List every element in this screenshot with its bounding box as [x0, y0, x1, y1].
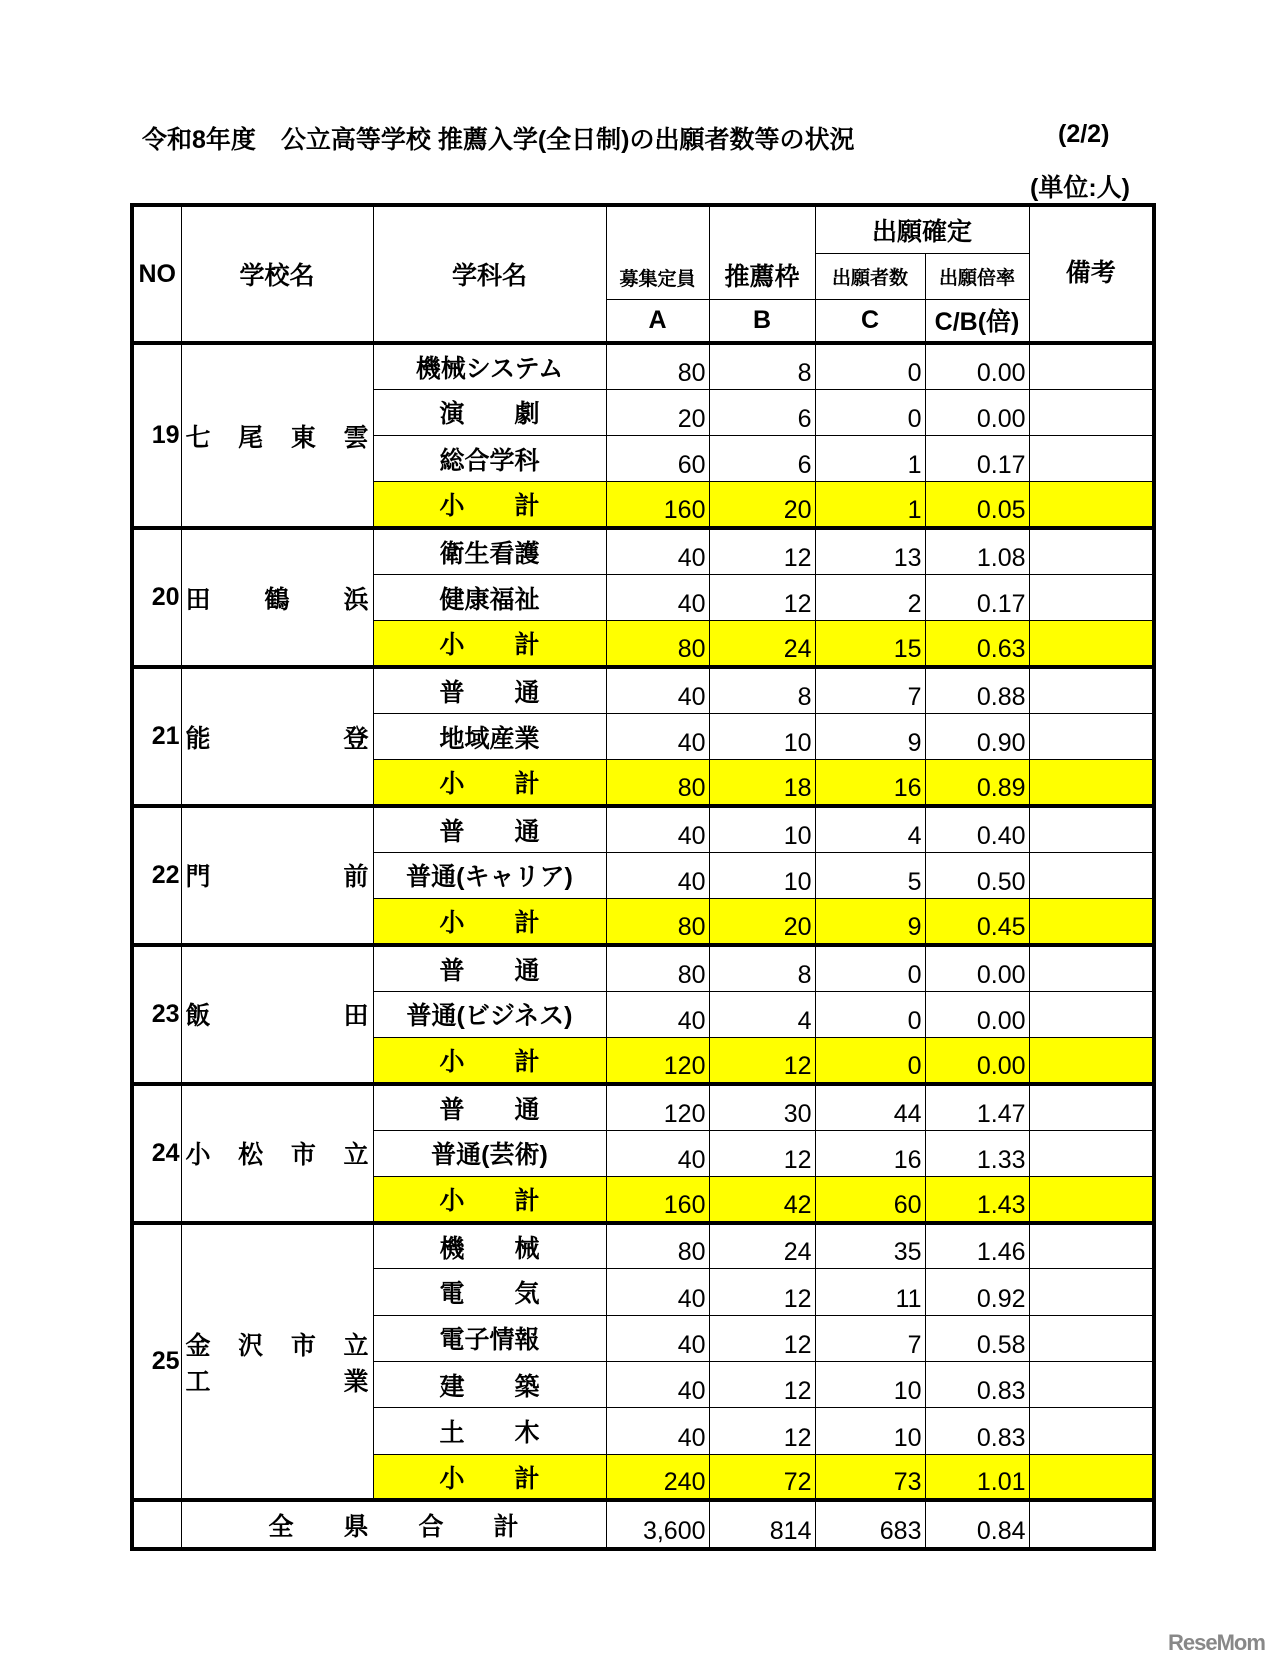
table-row [132, 945, 1154, 991]
applicants-value: 73 [815, 1454, 925, 1500]
ratio-value: 1.43 [925, 1176, 1029, 1222]
school-name [181, 667, 373, 806]
school-name-line: 工業 [185, 1367, 369, 1396]
total-quota-value: 814 [709, 1500, 815, 1549]
ratio-value: 1.01 [925, 1454, 1029, 1500]
applicants-value: 11 [815, 1269, 925, 1315]
quota-value: 42 [709, 1176, 815, 1222]
header-capacity-key: A [606, 299, 709, 343]
table-body [132, 343, 1154, 1549]
school-name [181, 1084, 373, 1223]
total-label: 全 県 合 計 [181, 1500, 606, 1549]
school-number: 24 [132, 1084, 181, 1223]
capacity-value: 40 [606, 1315, 709, 1361]
applicants-value: 2 [815, 574, 925, 620]
total-capacity-value: 3,600 [606, 1500, 709, 1549]
subtotal-label: 小 計 [373, 760, 606, 806]
capacity-value: 40 [606, 1130, 709, 1176]
capacity-value: 40 [606, 1408, 709, 1454]
total-ratio-value: 0.84 [925, 1500, 1029, 1549]
total-applicants-value: 683 [815, 1500, 925, 1549]
ratio-value: 0.17 [925, 574, 1029, 620]
applicants-value: 35 [815, 1223, 925, 1269]
school-name-line: 飯田 [185, 1002, 369, 1031]
subtotal-label: 小 計 [373, 1454, 606, 1500]
ratio-value: 0.83 [925, 1408, 1029, 1454]
school-number: 19 [132, 343, 181, 528]
ratio-value: 0.90 [925, 713, 1029, 759]
school-name [181, 528, 373, 667]
remarks-cell [1029, 1037, 1154, 1083]
applicants-value: 44 [815, 1084, 925, 1130]
header-quota: 推薦枠 [709, 205, 815, 299]
capacity-value: 80 [606, 621, 709, 667]
school-name [181, 1223, 373, 1501]
remarks-cell [1029, 574, 1154, 620]
applicants-value: 0 [815, 389, 925, 435]
quota-value: 10 [709, 852, 815, 898]
header-capacity: 募集定員 [606, 205, 709, 299]
page-indicator: (2/2) [1058, 120, 1110, 148]
dept-name: 健康福祉 [373, 574, 606, 620]
quota-value: 24 [709, 1223, 815, 1269]
dept-name: 普通(ビジネス) [373, 991, 606, 1037]
dept-name: 演 劇 [373, 389, 606, 435]
applicants-value: 10 [815, 1362, 925, 1408]
capacity-value: 80 [606, 343, 709, 389]
table-row [132, 528, 1154, 574]
capacity-value: 40 [606, 1269, 709, 1315]
ratio-value: 0.00 [925, 1037, 1029, 1083]
ratio-value: 0.63 [925, 621, 1029, 667]
ratio-value: 0.00 [925, 343, 1029, 389]
school-number: 22 [132, 806, 181, 945]
table-row [132, 667, 1154, 713]
ratio-value: 1.46 [925, 1223, 1029, 1269]
remarks-cell [1029, 760, 1154, 806]
resemom-logo: ReseMom [1168, 1630, 1265, 1655]
capacity-value: 120 [606, 1037, 709, 1083]
ratio-value: 0.17 [925, 436, 1029, 482]
dept-name: 電子情報 [373, 1315, 606, 1361]
dept-name: 普 通 [373, 667, 606, 713]
dept-name: 総合学科 [373, 436, 606, 482]
school-name [181, 343, 373, 528]
quota-value: 30 [709, 1084, 815, 1130]
remarks-cell [1029, 1315, 1154, 1361]
capacity-value: 40 [606, 713, 709, 759]
school-name [181, 945, 373, 1084]
dept-name: 機 械 [373, 1223, 606, 1269]
capacity-value: 160 [606, 482, 709, 528]
quota-value: 12 [709, 1130, 815, 1176]
subtotal-label: 小 計 [373, 1037, 606, 1083]
total-no-cell [132, 1500, 181, 1549]
table-row [132, 806, 1154, 852]
dept-name: 普 通 [373, 1084, 606, 1130]
capacity-value: 40 [606, 852, 709, 898]
remarks-cell [1029, 852, 1154, 898]
header-ratio-key: C/B(倍) [925, 299, 1029, 343]
dept-name: 土 木 [373, 1408, 606, 1454]
header-remarks: 備考 [1029, 205, 1154, 343]
applicants-value: 0 [815, 1037, 925, 1083]
quota-value: 72 [709, 1454, 815, 1500]
capacity-value: 40 [606, 991, 709, 1037]
school-name-line: 門前 [185, 863, 369, 892]
quota-value: 4 [709, 991, 815, 1037]
remarks-cell [1029, 667, 1154, 713]
remarks-cell [1029, 1454, 1154, 1500]
school-name-line: 七尾東雲 [185, 423, 369, 452]
quota-value: 12 [709, 1408, 815, 1454]
dept-name: 機械システム [373, 343, 606, 389]
header-applicants: 出願者数 [815, 253, 925, 299]
applicants-value: 60 [815, 1176, 925, 1222]
capacity-value: 40 [606, 528, 709, 574]
remarks-cell [1029, 1362, 1154, 1408]
quota-value: 12 [709, 574, 815, 620]
applicants-value: 15 [815, 621, 925, 667]
capacity-value: 80 [606, 1223, 709, 1269]
applicants-value: 0 [815, 343, 925, 389]
ratio-value: 1.47 [925, 1084, 1029, 1130]
dept-name: 建 築 [373, 1362, 606, 1408]
ratio-value: 0.00 [925, 945, 1029, 991]
remarks-cell [1029, 713, 1154, 759]
capacity-value: 20 [606, 389, 709, 435]
ratio-value: 0.45 [925, 899, 1029, 945]
header-applicants-key: C [815, 299, 925, 343]
capacity-value: 40 [606, 806, 709, 852]
applicants-value: 16 [815, 760, 925, 806]
quota-value: 20 [709, 482, 815, 528]
remarks-cell [1029, 1223, 1154, 1269]
dept-name: 衛生看護 [373, 528, 606, 574]
header-ratio: 出願倍率 [925, 253, 1029, 299]
applicants-value: 7 [815, 667, 925, 713]
remarks-cell [1029, 991, 1154, 1037]
applicants-value: 9 [815, 713, 925, 759]
capacity-value: 160 [606, 1176, 709, 1222]
ratio-value: 0.50 [925, 852, 1029, 898]
capacity-value: 240 [606, 1454, 709, 1500]
applicants-table [130, 203, 1156, 1551]
table-row [132, 1084, 1154, 1130]
table-row [132, 1223, 1154, 1269]
ratio-value: 0.05 [925, 482, 1029, 528]
subtotal-label: 小 計 [373, 621, 606, 667]
quota-value: 12 [709, 1315, 815, 1361]
school-name [181, 806, 373, 945]
ratio-value: 0.00 [925, 991, 1029, 1037]
header-confirmed: 出願確定 [815, 205, 1029, 253]
school-name-line: 能登 [185, 724, 369, 753]
applicants-value: 9 [815, 899, 925, 945]
header-quota-key: B [709, 299, 815, 343]
school-name-line: 金沢市立 [185, 1331, 369, 1360]
applicants-value: 10 [815, 1408, 925, 1454]
quota-value: 10 [709, 806, 815, 852]
applicants-value: 16 [815, 1130, 925, 1176]
remarks-cell [1029, 621, 1154, 667]
applicants-value: 0 [815, 991, 925, 1037]
applicants-value: 0 [815, 945, 925, 991]
quota-value: 8 [709, 667, 815, 713]
school-number: 25 [132, 1223, 181, 1501]
quota-value: 8 [709, 945, 815, 991]
applicants-value: 13 [815, 528, 925, 574]
school-name-line: 田鶴浜 [185, 585, 369, 614]
ratio-value: 1.33 [925, 1130, 1029, 1176]
applicants-value: 4 [815, 806, 925, 852]
school-name-line: 小松市立 [185, 1141, 369, 1170]
school-number: 20 [132, 528, 181, 667]
table-row [132, 343, 1154, 389]
total-remarks-cell [1029, 1500, 1154, 1549]
header-no: NO [132, 205, 181, 343]
quota-value: 12 [709, 1362, 815, 1408]
ratio-value: 0.83 [925, 1362, 1029, 1408]
ratio-value: 0.00 [925, 389, 1029, 435]
applicants-value: 1 [815, 436, 925, 482]
ratio-value: 0.89 [925, 760, 1029, 806]
dept-name: 電 気 [373, 1269, 606, 1315]
dept-name: 普 通 [373, 806, 606, 852]
ratio-value: 0.58 [925, 1315, 1029, 1361]
header-dept: 学科名 [373, 205, 606, 343]
applicants-value: 5 [815, 852, 925, 898]
quota-value: 24 [709, 621, 815, 667]
quota-value: 6 [709, 436, 815, 482]
quota-value: 12 [709, 528, 815, 574]
capacity-value: 80 [606, 760, 709, 806]
ratio-value: 0.88 [925, 667, 1029, 713]
dept-name: 普通(芸術) [373, 1130, 606, 1176]
remarks-cell [1029, 528, 1154, 574]
total-row [132, 1500, 1154, 1549]
dept-name: 普 通 [373, 945, 606, 991]
remarks-cell [1029, 1084, 1154, 1130]
ratio-value: 0.40 [925, 806, 1029, 852]
remarks-cell [1029, 806, 1154, 852]
ratio-value: 1.08 [925, 528, 1029, 574]
capacity-value: 40 [606, 667, 709, 713]
document-title: 令和8年度 公立高等学校 推薦入学(全日制)の出願者数等の状況 [142, 126, 855, 154]
quota-value: 6 [709, 389, 815, 435]
ratio-value: 0.92 [925, 1269, 1029, 1315]
applicants-value: 1 [815, 482, 925, 528]
dept-name: 地域産業 [373, 713, 606, 759]
quota-value: 12 [709, 1269, 815, 1315]
school-number: 21 [132, 667, 181, 806]
quota-value: 10 [709, 713, 815, 759]
remarks-cell [1029, 436, 1154, 482]
remarks-cell [1029, 482, 1154, 528]
capacity-value: 60 [606, 436, 709, 482]
school-number: 23 [132, 945, 181, 1084]
unit-label: (単位:人) [1030, 174, 1130, 202]
remarks-cell [1029, 1269, 1154, 1315]
subtotal-label: 小 計 [373, 482, 606, 528]
capacity-value: 40 [606, 574, 709, 620]
quota-value: 20 [709, 899, 815, 945]
remarks-cell [1029, 1130, 1154, 1176]
subtotal-label: 小 計 [373, 1176, 606, 1222]
capacity-value: 80 [606, 899, 709, 945]
subtotal-label: 小 計 [373, 899, 606, 945]
header-school: 学校名 [181, 205, 373, 343]
remarks-cell [1029, 343, 1154, 389]
capacity-value: 80 [606, 945, 709, 991]
remarks-cell [1029, 1408, 1154, 1454]
quota-value: 18 [709, 760, 815, 806]
quota-value: 8 [709, 343, 815, 389]
applicants-value: 7 [815, 1315, 925, 1361]
capacity-value: 40 [606, 1362, 709, 1408]
remarks-cell [1029, 1176, 1154, 1222]
remarks-cell [1029, 899, 1154, 945]
remarks-cell [1029, 945, 1154, 991]
capacity-value: 120 [606, 1084, 709, 1130]
remarks-cell [1029, 389, 1154, 435]
dept-name: 普通(キャリア) [373, 852, 606, 898]
quota-value: 12 [709, 1037, 815, 1083]
